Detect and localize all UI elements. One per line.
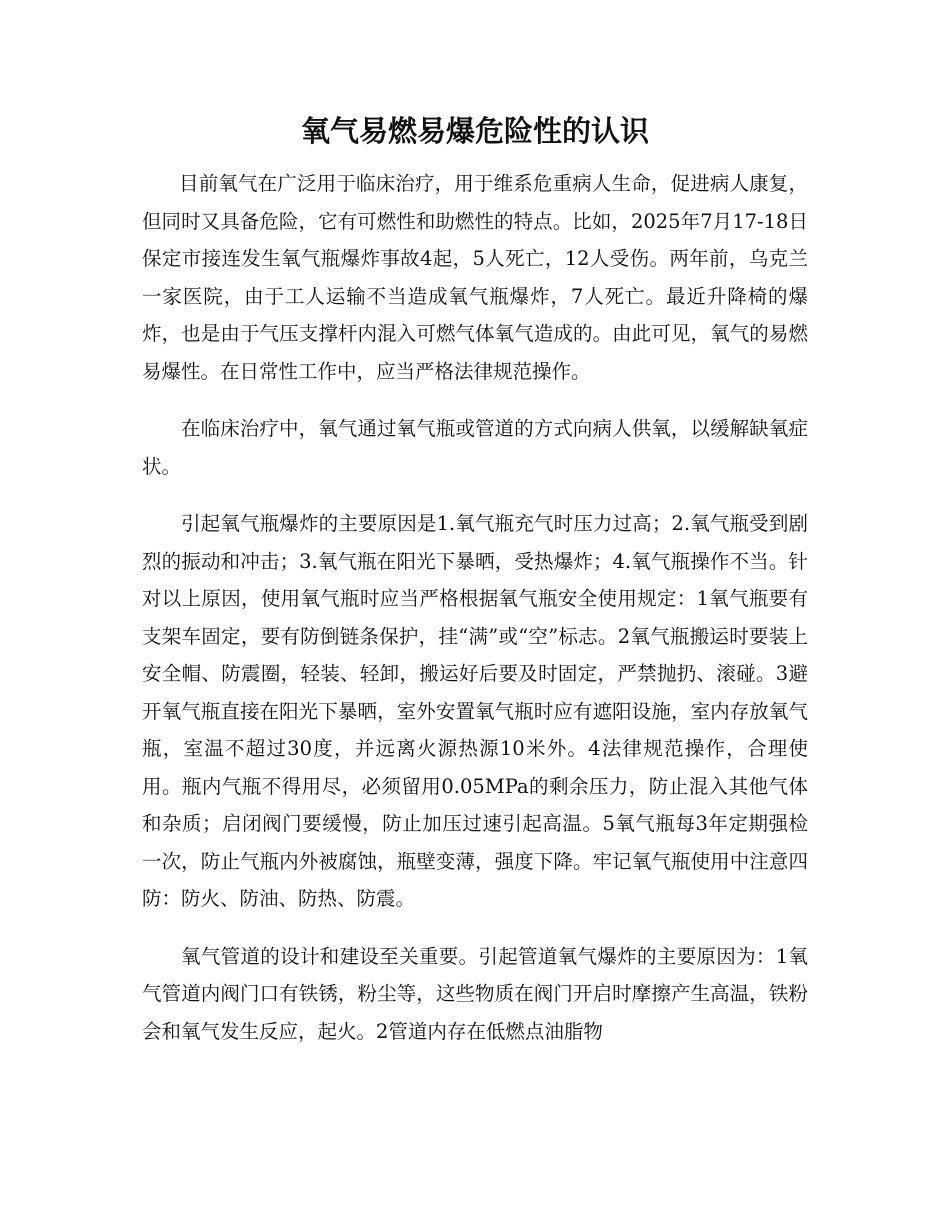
paragraph-intro: 目前氧气在广泛用于临床治疗，用于维系危重病人生命，促进病人康复，但同时又具备危险，它有可燃性和助燃性的特点。比如，2025年7月17-18日保定市接连发生氧气瓶爆炸事故4起，5人死亡，12人受伤。两年前，乌克兰一家医院，由于工人运输不当造成氧气瓶爆炸，7人死亡。最近升降椅的爆炸，也是由于气压支撑杆内混入可燃气体氧气造成的。由此可见，氧气的易燃易爆性。在日常性工作中，应当严格法律规范操作。 (142, 172, 808, 383)
paragraph-clinical-use: 在临床治疗中，氧气通过氧气瓶或管道的方式向病人供氧，以缓解缺氧症状。 (142, 417, 808, 478)
document-body (142, 165, 808, 1070)
paragraph-pipeline: 氧气管道的设计和建设至关重要。引起管道氧气爆炸的主要原因为：1氧气管道内阀门口有铁锈，粉尘等，这些物质在阀门开启时摩擦产生高温，铁粉会和氧气发生反应，起火。2管道内存在低燃点油脂物 (142, 944, 808, 1043)
paragraph-cylinder-explosion: 引起氧气瓶爆炸的主要原因是1.氧气瓶充气时压力过高；2.氧气瓶受到剧烈的振动和冲击；3.氧气瓶在阳光下暴晒，受热爆炸；4.氧气瓶操作不当。针对以上原因，使用氧气瓶时应当严格根据氧气瓶安全使用规定：1氧气瓶要有支架车固定，要有防倒链条保护，挂“满”或“空”标志。2氧气瓶搬运时要装上安全帽、防震圈，轻装、轻卸，搬运好后要及时固定，严禁抛扔、滚碰。3避开氧气瓶直接在阳光下暴晒，室外安置氧气瓶时应有遮阳设施，室内存放氧气瓶，室温不超过30度，并远离火源热源10米外。4法律规范操作，合理使用。瓶内气瓶不得用尽，必须留用0.05MPa的剩余压力，防止混入其他气体和杂质；启闭阀门要缓慢，防止加压过速引起高温。5氧气瓶每3年定期强检一次，防止气瓶内外被腐蚀，瓶壁变薄，强度下降。牢记氧气瓶使用中注意四防：防火、防油、防热、防震。 (142, 512, 808, 910)
document-title: 氧气易燃易爆危险性的认识 (300, 114, 649, 148)
